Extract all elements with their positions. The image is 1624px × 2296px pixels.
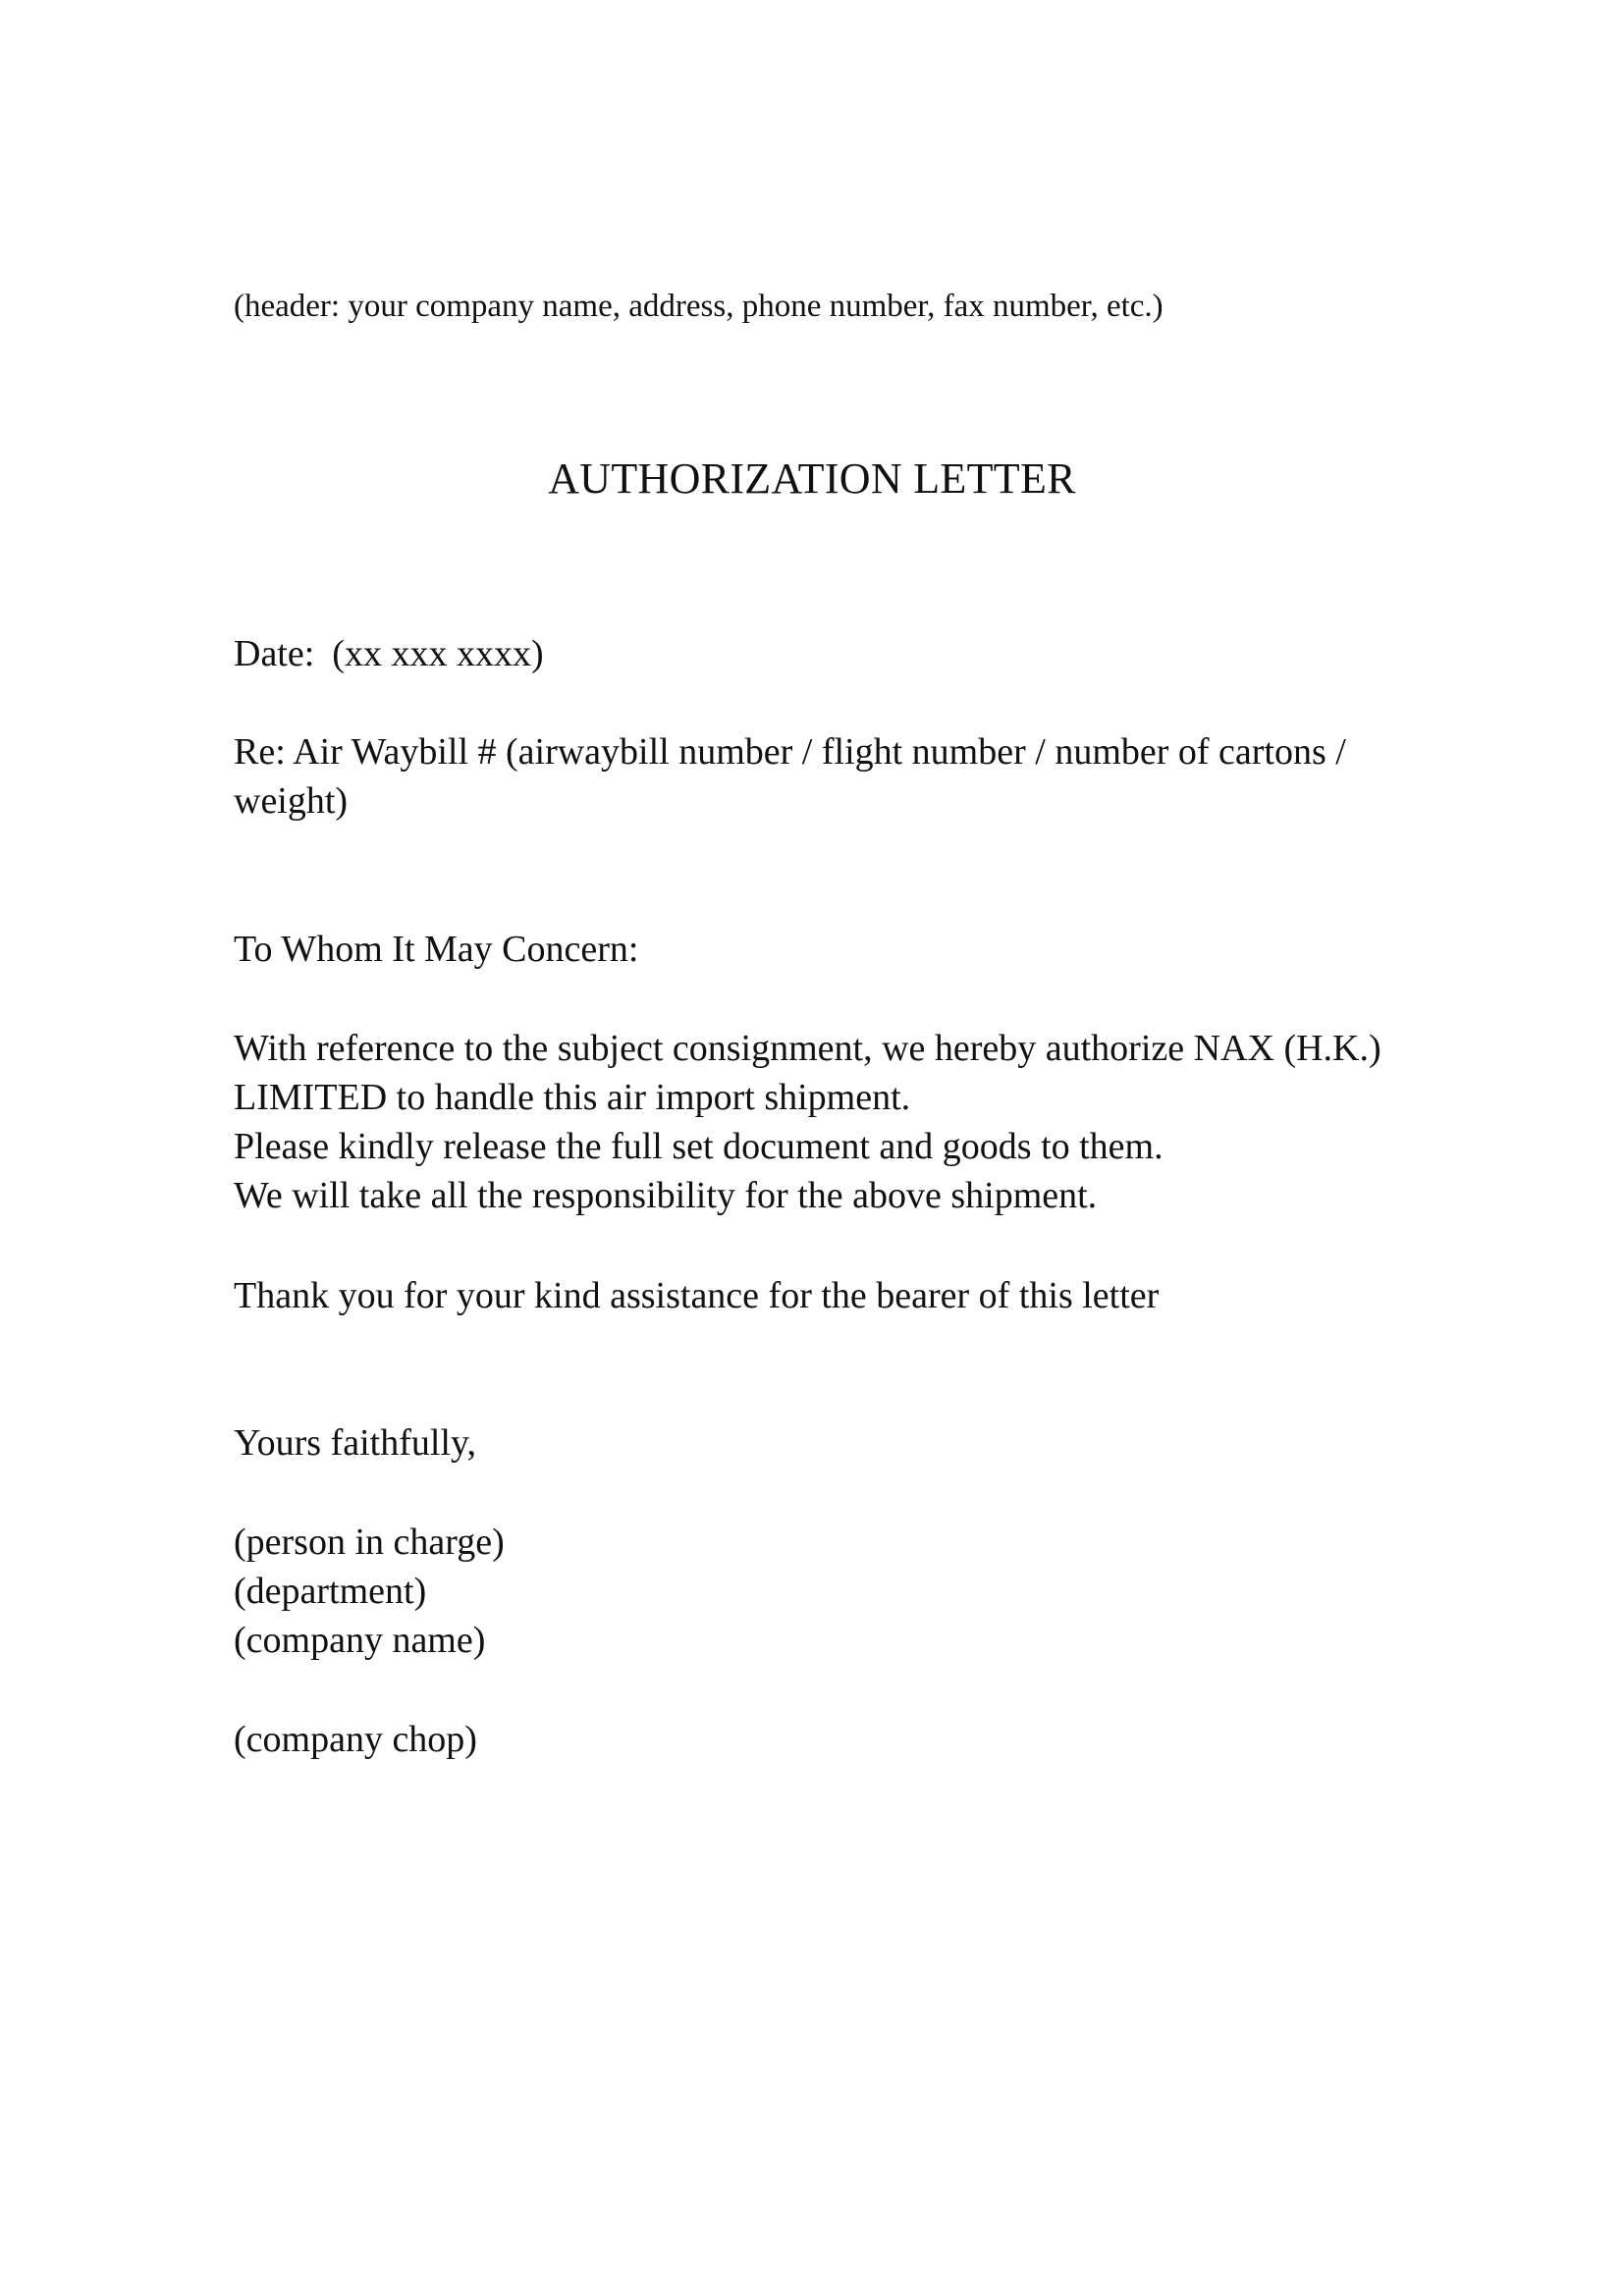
letterhead-placeholder: (header: your company name, address, phone number, fax number, etc.) [234,289,1164,324]
signature-person: (person in charge) [234,1522,505,1563]
reference-line-1: Re: Air Waybill # (airwaybill number / flight number / number of cartons / [234,731,1346,773]
closing-line: Yours faithfully, [234,1422,477,1464]
company-chop-placeholder: (company chop) [234,1719,477,1760]
document-title: AUTHORIZATION LETTER [548,454,1076,503]
body-line: LIMITED to handle this air import shipment. [234,1077,911,1118]
date-line [234,629,544,678]
body-line: Please kindly release the full set document and goods to them. [234,1126,1164,1167]
date-label: Date: [234,633,315,674]
thanks-line: Thank you for your kind assistance for the bearer of this letter [234,1275,1160,1316]
salutation: To Whom It May Concern: [234,929,639,970]
body-line: With reference to the subject consignment, we hereby authorize NAX (H.K.) [234,1028,1381,1069]
date-value: (xx xxx xxxx) [332,633,544,674]
signature-department: (department) [234,1571,427,1612]
body-line: We will take all the responsibility for the above shipment. [234,1175,1098,1216]
signature-company: (company name) [234,1620,486,1661]
reference-line-2: weight) [234,780,349,822]
